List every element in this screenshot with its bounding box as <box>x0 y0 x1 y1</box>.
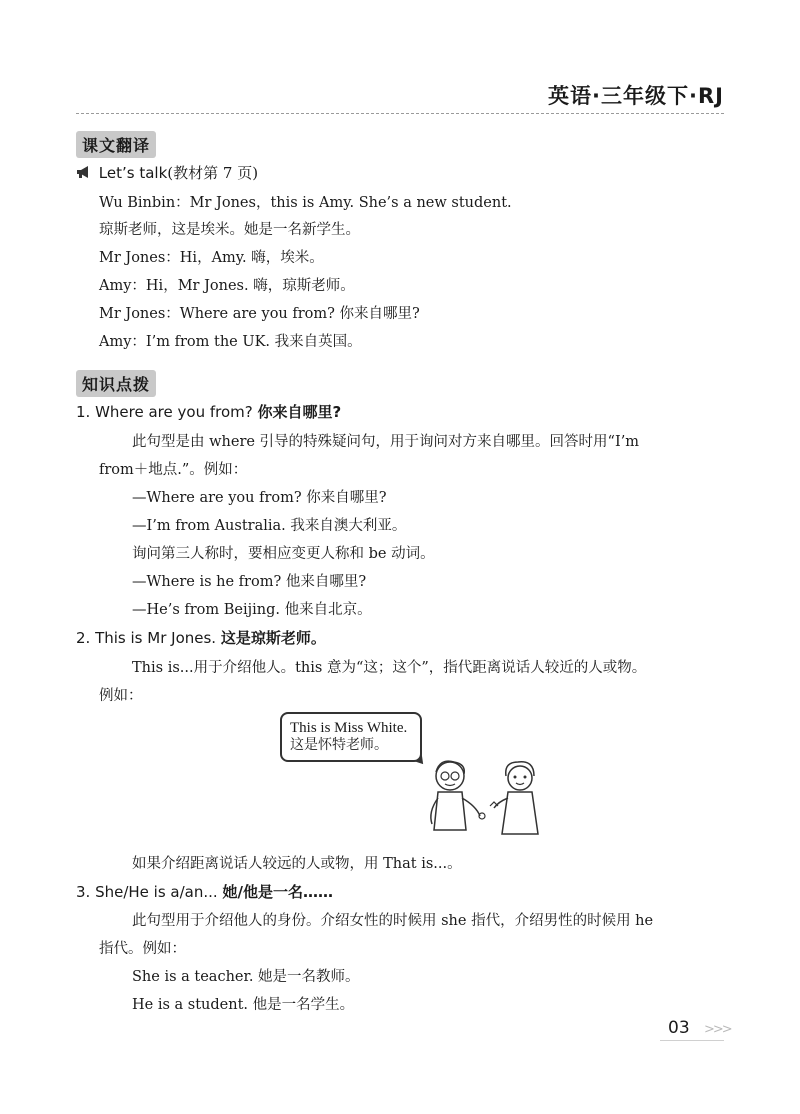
dialogue-line: Mr Jones：Hi，Amy. 嗨，埃米。 <box>99 250 324 266</box>
dialogue-line: Amy：Hi，Mr Jones. 嗨，琼斯老师。 <box>99 278 355 294</box>
teachers-drawing <box>418 758 558 838</box>
paragraph-line: from＋地点.”。例如： <box>99 462 248 478</box>
point-number: 3. <box>76 883 91 901</box>
dialogue-line: 琼斯老师，这是埃米。她是一名新学生。 <box>99 222 360 238</box>
megaphone-icon <box>76 165 94 183</box>
bubble-text-en: This is Miss White. <box>290 720 408 736</box>
section-heading-translation: 课文翻译 <box>76 131 156 158</box>
point-2-heading <box>76 627 326 648</box>
paragraph-line: This is...用于介绍他人。this 意为“这；这个”，指代距离说话人较近的人或物。 <box>132 660 647 676</box>
paragraph-line: 如果介绍距离说话人较远的人或物，用 That is...。 <box>132 856 462 872</box>
page-arrows-decoration: >>> <box>704 1022 731 1037</box>
talk-title: Let’s talk <box>98 164 168 182</box>
paragraph-line: 此句型用于介绍他人的身份。介绍女性的时候用 she 指代，介绍男性的时候用 he <box>132 913 654 929</box>
speech-bubble <box>280 712 422 762</box>
point-1-heading <box>76 401 341 422</box>
point-title-en: She/He is a/an... <box>95 883 218 901</box>
dialogue-line: Amy：I’m from the UK. 我来自英国。 <box>99 334 362 350</box>
example-line: —I’m from Australia. 我来自澳大利亚。 <box>132 518 407 534</box>
header-divider <box>76 113 724 114</box>
paragraph-line: 此句型是由 where 引导的特殊疑问句，用于询问对方来自哪里。回答时用“I’m <box>132 434 640 450</box>
point-title-en: Where are you from? <box>95 403 253 421</box>
footer-rule <box>660 1040 724 1041</box>
point-title-en: This is Mr Jones. <box>95 629 217 647</box>
paragraph-line: 例如： <box>99 688 143 704</box>
example-line: —He’s from Beijing. 他来自北京。 <box>132 602 372 618</box>
page-number: 03 <box>668 1018 690 1038</box>
talk-title-row <box>76 162 258 183</box>
talk-reference: (教材第 7 页) <box>167 164 259 182</box>
illustration-teachers <box>418 758 558 838</box>
point-number: 2. <box>76 629 91 647</box>
point-title-zh: 这是琼斯老师。 <box>220 629 326 647</box>
bubble-text-zh: 这是怀特老师。 <box>290 737 388 753</box>
example-line: She is a teacher. 她是一名教师。 <box>132 969 360 985</box>
dialogue-line: Mr Jones：Where are you from? 你来自哪里? <box>99 306 420 322</box>
note-line: 询问第三人称时，要相应变更人称和 be 动词。 <box>132 546 435 562</box>
dialogue-line: Wu Binbin：Mr Jones，this is Amy. She’s a new student. <box>99 195 512 211</box>
example-line: —Where are you from? 你来自哪里? <box>132 490 387 506</box>
point-title-zh: 她/他是一名…… <box>222 883 333 901</box>
point-title-zh: 你来自哪里? <box>257 403 342 421</box>
example-line: —Where is he from? 他来自哪里? <box>132 574 367 590</box>
section-heading-knowledge: 知识点拨 <box>76 370 156 397</box>
point-number: 1. <box>76 403 91 421</box>
example-line: He is a student. 他是一名学生。 <box>132 997 355 1013</box>
paragraph-line: 指代。例如： <box>99 941 186 957</box>
page-header-title: 英语·三年级下·RJ <box>548 84 724 108</box>
point-3-heading <box>76 881 333 902</box>
